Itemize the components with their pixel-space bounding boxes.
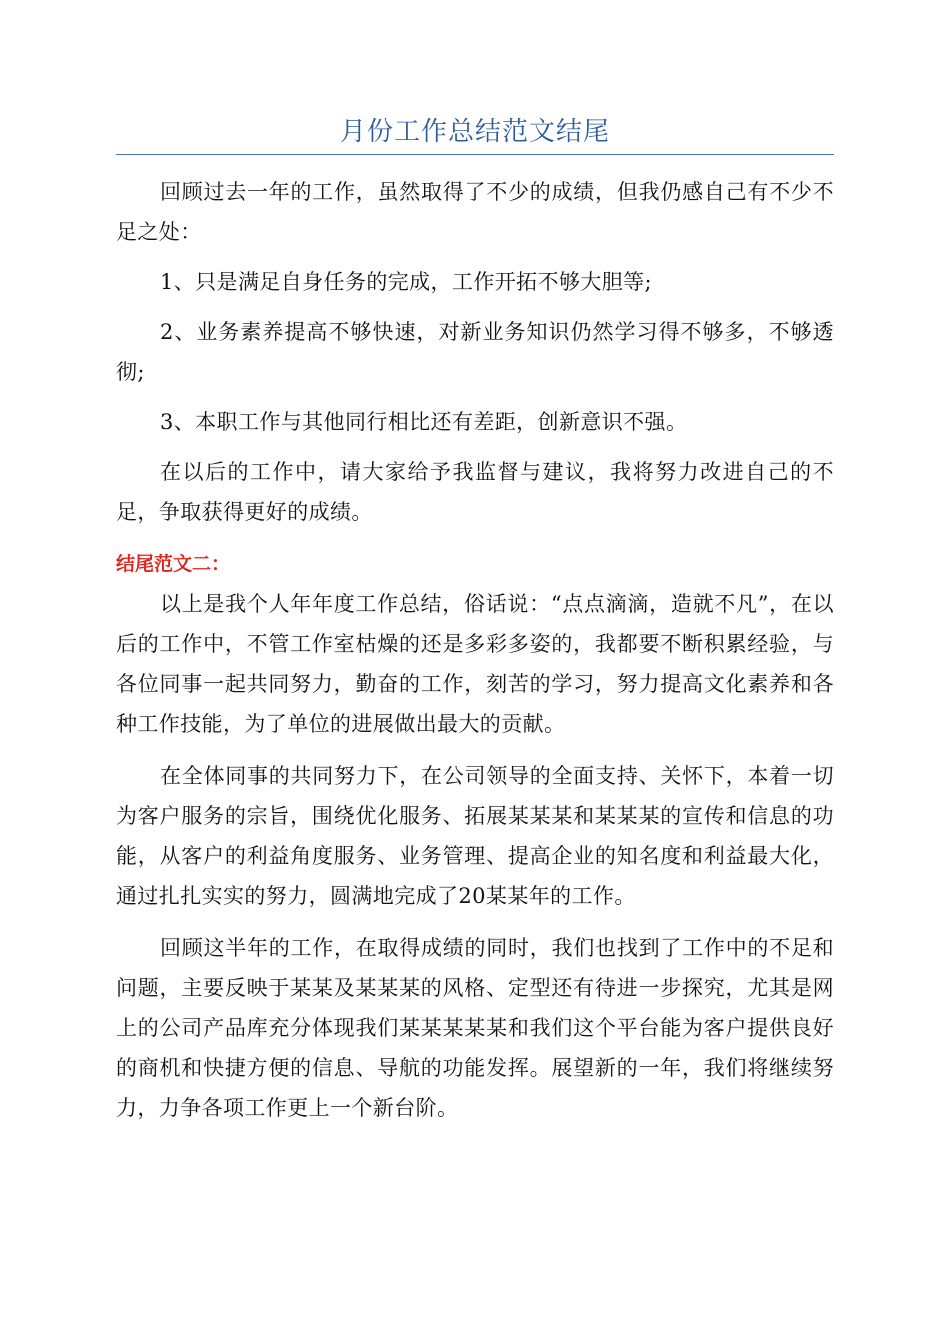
document-title: 月份工作总结范文结尾 bbox=[339, 117, 610, 147]
paragraph-outlook: 回顾这半年的工作，在取得成绩的同时，我们也找到了工作中的不足和问题，主要反映于某某及某某某的风格、定型还有待进一步探究，尤其是网上的公司产品库充分体现我们某某某某某和我们这个平台能为客户提供良好的商机和快捷方便的信息、导航的功能发挥。展望新的一年，我们将继续努力，力争各项工作更上一个新台阶。 bbox=[116, 936, 834, 1120]
list-item-2: 2、业务素养提高不够快速，对新业务知识仍然学习得不够多，不够透彻; bbox=[116, 320, 834, 384]
paragraph-intro: 回顾过去一年的工作，虽然取得了不少的成绩，但我仍感自己有不少不足之处： bbox=[116, 180, 834, 244]
document-body bbox=[116, 172, 834, 1128]
list-item-1: 1、只是满足自身任务的完成，工作开拓不够大胆等; bbox=[160, 270, 653, 294]
paragraph-summary: 以上是我个人年年度工作总结，俗话说：“点点滴滴，造就不凡”，在以后的工作中，不管工作室枯燥的还是多彩多姿的，我都要不断积累经验，与各位同事一起共同努力，勤奋的工作，刻苦的学习，努力提高文化素养和各种工作技能，为了单位的进展做出最大的贡献。 bbox=[116, 592, 834, 736]
paragraph-achievements: 在全体同事的共同努力下，在公司领导的全面支持、关怀下，本着一切为客户服务的宗旨，围绕优化服务、拓展某某某和某某某的宣传和信息的功能，从客户的利益角度服务、业务管理、提高企业的知名度和利益最大化，通过扎扎实实的努力，圆满地完成了20某某年的工作。 bbox=[116, 764, 834, 908]
section-heading: 结尾范文二： bbox=[116, 553, 231, 575]
paragraph-closing: 在以后的工作中，请大家给予我监督与建议，我将努力改进自己的不足，争取获得更好的成绩。 bbox=[116, 460, 834, 524]
title-divider bbox=[116, 154, 834, 155]
list-item-3: 3、本职工作与其他同行相比还有差距，创新意识不强。 bbox=[160, 410, 688, 434]
